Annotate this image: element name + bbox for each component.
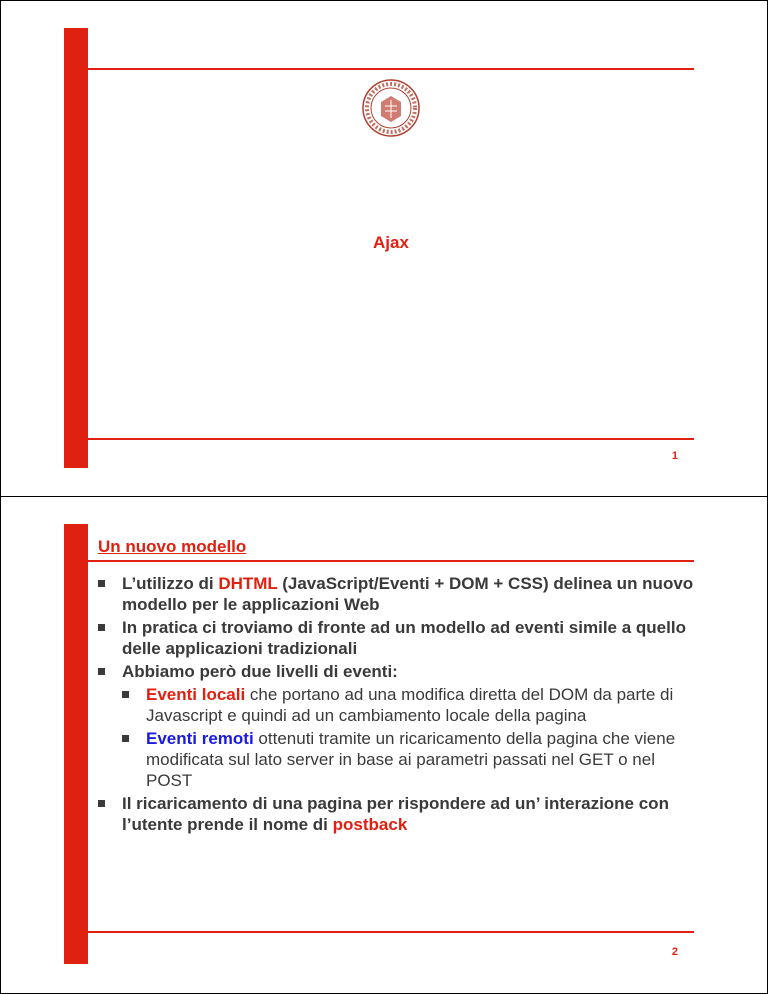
university-seal-icon	[361, 78, 421, 138]
list-item: L’utilizzo di DHTML (JavaScript/Eventi + DOM + CSS) delinea un nuovo modello per le applicazioni Web	[98, 573, 698, 615]
bottom-rule	[88, 931, 694, 933]
bullet-icon	[122, 735, 129, 742]
highlight-text: DHTML	[218, 574, 278, 593]
bullet-icon	[98, 668, 105, 675]
slide-2	[0, 496, 768, 994]
highlight-text: Eventi remoti	[146, 729, 254, 748]
list-item: Il ricaricamento di una pagina per rispondere ad un’ interazione con l’utente prende il nome di postback	[98, 793, 698, 835]
list-item: Abbiamo però due livelli di eventi:	[98, 661, 698, 682]
bullet-icon	[98, 624, 105, 631]
bullet-icon	[98, 580, 105, 587]
highlight-text: postback	[332, 815, 408, 834]
red-side-bar	[64, 524, 88, 964]
bullet-icon	[122, 691, 129, 698]
slide-title: Ajax	[373, 233, 409, 252]
sub-list-item: Eventi locali che portano ad una modifica diretta del DOM da parte di Javascript e quindi ad un cambiamento locale della pagina	[122, 684, 698, 726]
bottom-rule	[88, 438, 694, 440]
highlight-text: Eventi locali	[146, 685, 246, 704]
slide-title: Un nuovo modello	[98, 537, 247, 556]
list-item: In pratica ci troviamo di fronte ad un modello ad eventi simile a quello delle applicazioni tradizionali	[98, 617, 698, 659]
bullet-icon	[98, 800, 105, 807]
top-rule	[88, 68, 694, 70]
page-number: 1	[671, 450, 678, 462]
sub-list-item: Eventi remoti ottenuti tramite un ricaricamento della pagina che viene modificata sul lato server in base ai parametri passati nel GET o nel POST	[122, 728, 698, 791]
red-side-bar	[64, 28, 88, 468]
page-number: 2	[671, 946, 678, 958]
bullet-list	[98, 573, 698, 837]
title-rule	[88, 560, 694, 562]
